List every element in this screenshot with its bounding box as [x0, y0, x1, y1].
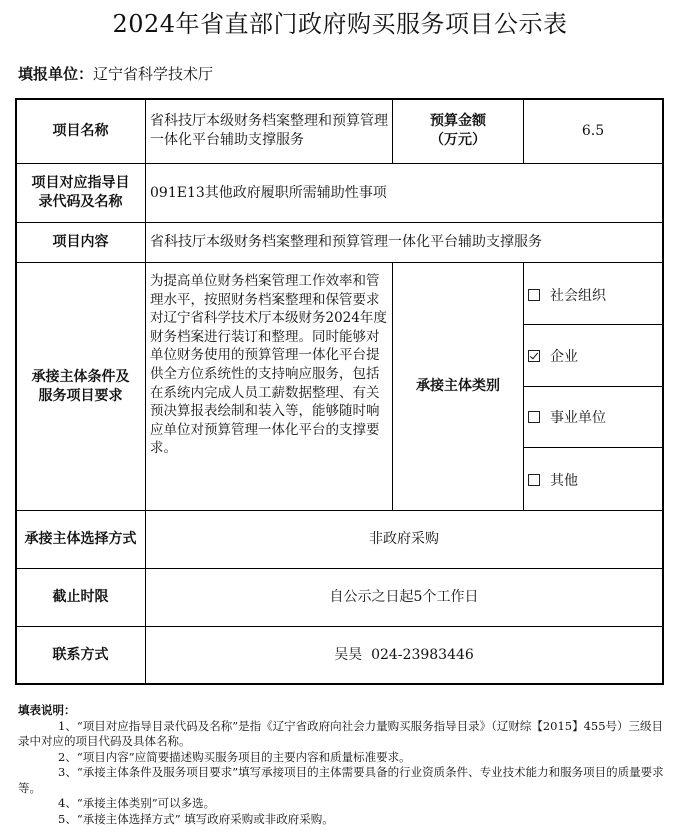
project-content-label: 项目内容 [52, 234, 109, 250]
option-label: 其他 [550, 473, 578, 489]
option-label: 事业单位 [550, 410, 606, 426]
budget-label-line1: 预算金额 [430, 113, 486, 129]
guide-code-label [16, 164, 145, 222]
contact-value: 吴昊 024-23983446 [334, 647, 474, 663]
instruction-item: 4、“承接主体类别”可以多选。 [58, 796, 216, 810]
requirements-label-line1: 承接主体条件及 [31, 368, 130, 385]
instruction-item: 2、“项目内容”应简要描述购买服务项目的主要内容和质量标准要求。 [58, 749, 411, 764]
budget-label [393, 99, 523, 163]
project-name-value: 省科技厅本级财务档案整理和预算管理一体化平台辅助支撑服务 [150, 113, 388, 148]
contact-label: 联系方式 [52, 647, 109, 663]
instruction-item: 1、“项目对应指导目录代码及名称”是指《辽宁省政府向社会力量购买服务指导目录》（辽财综【2015】455号）三级目录中对应的项目代码及具体名称。 [18, 718, 664, 748]
reporting-unit-value: 辽宁省科学技术厅 [93, 65, 214, 83]
requirements-label-line2: 服务项目要求 [38, 387, 123, 404]
guide-code-value: 091E13其他政府履职所需辅助性事项 [150, 184, 387, 201]
page-title: 2024年省直部门政府购买服务项目公示表 [112, 10, 568, 38]
selection-method-value: 非政府采购 [369, 531, 439, 547]
instruction-item: 5、“承接主体选择方式” 填写政府采购或非政府采购。 [58, 811, 334, 826]
provider-type-label: 承接主体类别 [416, 378, 500, 394]
instruction-item: 3、“承接主体条件及服务项目要求”填写承接项目的主体需要具备的行业资质条件、专业技术能力和服务项目的质量要求等。 [18, 765, 664, 795]
guide-code-label-line2: 录代码及名称 [38, 194, 123, 210]
requirements-value: 为提高单位财务档案管理工作效率和管理水平，按照财务档案整理和保管要求对辽宁省科学技术厅本级财务2024年度财务档案进行装订和整理。同时能够对单位财务使用的预算管理一体化平台提供全方位系统性的支持响应服务，包括在系统内完成人员工薪数据整理、有关预决算报表绘制和装入等，能够随时响应单位对预算管理一体化平台的支撑要求。 [150, 273, 387, 457]
option-other[interactable] [528, 470, 578, 490]
guide-code-label-line1: 项目对应指导目 [31, 175, 130, 191]
checkbox-icon[interactable] [528, 289, 540, 301]
project-content-value: 省科技厅本级财务档案整理和预算管理一体化平台辅助支撑服务 [150, 234, 542, 250]
deadline-label: 截止时限 [52, 589, 109, 605]
reporting-unit [18, 63, 213, 84]
option-label: 企业 [550, 349, 578, 365]
fill-instructions [18, 703, 668, 827]
checkbox-icon[interactable] [528, 474, 540, 486]
option-public-institution[interactable] [528, 407, 606, 427]
budget-value: 6.5 [581, 122, 605, 139]
requirements-label [16, 263, 145, 510]
selection-method-label: 承接主体选择方式 [24, 531, 137, 547]
project-name-label: 项目名称 [52, 122, 109, 139]
option-label: 社会组织 [550, 288, 606, 304]
instructions-title: 填表说明： [18, 703, 76, 717]
reporting-unit-label: 填报单位： [18, 65, 94, 83]
checked-checkbox-icon[interactable] [528, 350, 540, 362]
deadline-value: 自公示之日起5个工作日 [329, 589, 479, 605]
option-enterprise[interactable] [528, 346, 578, 366]
checkbox-icon[interactable] [528, 411, 540, 423]
option-social-org[interactable] [528, 285, 606, 305]
budget-label-line2: （万元） [430, 132, 486, 148]
